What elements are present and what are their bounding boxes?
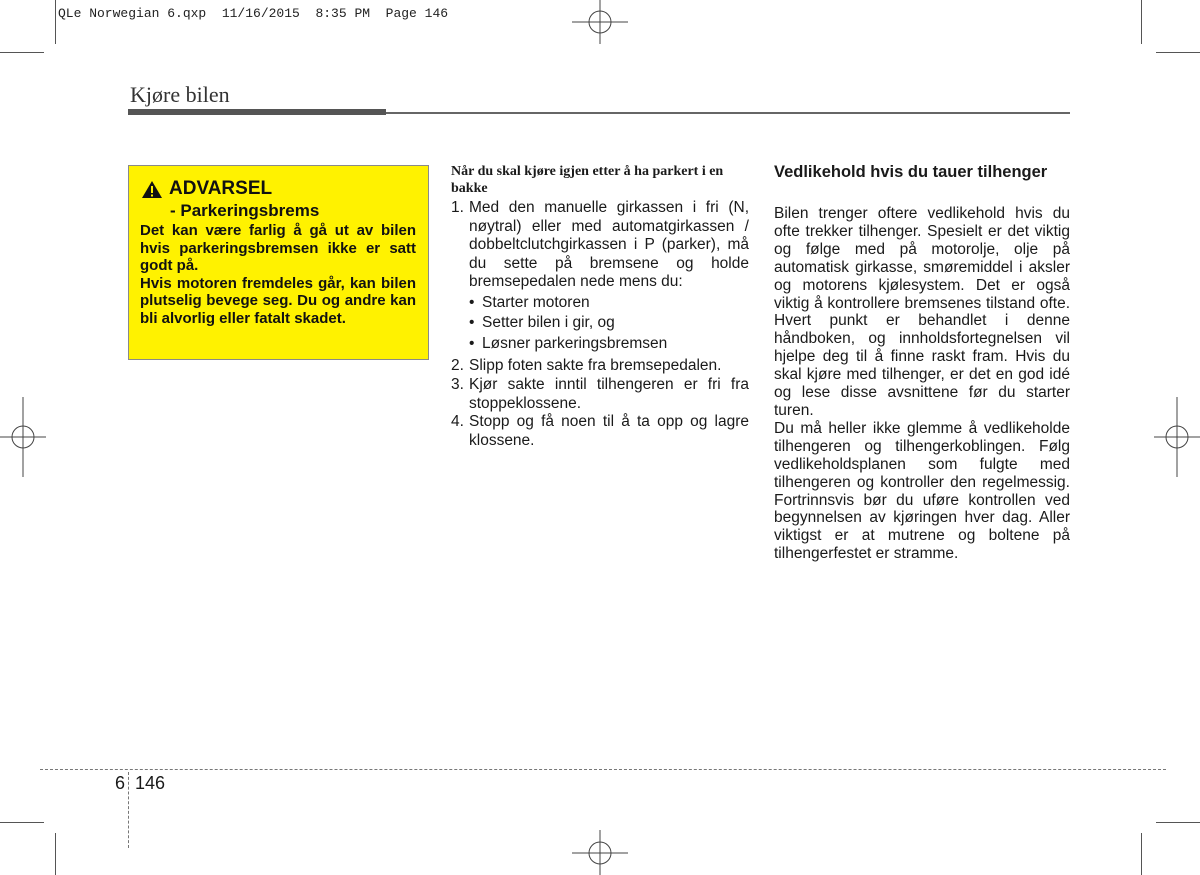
section-title: Kjøre bilen [130,82,230,107]
body-paragraph: Du må heller ikke glemme å vedlikeholde tilhengeren og tilhengerkoblingen. Følg vedlikeholdsplanen som fulgte med tilhengeren og kontroller den regelmessig. Fortrinnsvis bør du uføre kontrollen ved begynnelsen av kjøringen hver dag. Aller viktigst er at mutrene og boltene på tilhengerfestet er stramme. [774,419,1070,563]
warning-title: ADVARSEL [169,178,273,199]
warning-box [128,165,429,360]
step-number: 2. [451,357,464,375]
list-item [469,314,749,335]
list-item [451,413,749,450]
page-number: 146 [135,773,166,793]
list-item [451,199,749,292]
registration-mark-icon [570,830,630,875]
list-item [469,335,749,356]
warning-header [141,178,272,200]
list-item [469,294,749,315]
step-text: Slipp foten sakte fra bremsepedalen. [469,357,722,375]
crop-mark [0,52,44,53]
step-text: Stopp og få noen til å ta opp og lagre klossene. [469,413,749,449]
bullet-icon: • [469,334,475,352]
footer-divider [128,772,129,848]
subsection-heading: Vedlikehold hvis du tauer tilhenger [774,163,1048,181]
list-item [451,357,749,376]
step-text: Med den manuelle girkassen i fri (N, nøytral) eller med automatgirkassen / dobbeltclutchgirkassen i P (parker), må du sette på bremsene og holde bremsepedalen nede mens du: [469,199,749,291]
crop-mark [1156,822,1200,823]
subsection-heading: Når du skal kjøre igjen etter å ha parkert i en bakke [451,164,724,196]
crop-mark [0,822,44,823]
registration-mark-icon [570,0,630,45]
registration-mark-icon [1154,397,1200,477]
step-text: Kjør sakte inntil tilhengeren er fri fra stoppeklossene. [469,376,749,412]
crop-mark [1141,0,1142,44]
header-rule [128,109,386,115]
crop-mark [55,833,56,875]
print-slug: QLe Norwegian 6.qxp 11/16/2015 8:35 PM Page 146 [58,6,449,21]
bullet-text: Starter motoren [482,293,590,311]
bullet-icon: • [469,314,475,332]
header-rule [386,112,1070,114]
bullet-text: Setter bilen i gir, og [482,314,615,332]
warning-triangle-icon [141,180,163,199]
warning-subtitle: - Parkeringsbrems [170,201,320,220]
warning-text [140,222,416,328]
list-item [451,376,749,413]
step-number: 1. [451,199,464,216]
warning-paragraph: Det kan være farlig å gå ut av bilen hvis parkeringsbremsen ikke er satt godt på. [140,222,416,275]
warning-paragraph: Hvis motoren fremdeles går, kan bilen plutselig bevege seg. Du og andre kan bli alvorlig eller fatalt skadet. [140,274,416,327]
step-number: 3. [451,376,464,394]
crop-mark [55,0,56,44]
bullet-text: Løsner parkeringsbremsen [482,334,668,352]
bullet-list [451,294,749,356]
footer-rule [40,769,1166,770]
step-number: 4. [451,413,464,431]
crop-mark [1156,52,1200,53]
body-paragraph: Bilen trenger oftere vedlikehold hvis du ofte trekker tilhenger. Spesielt er det viktig og følge med på motorolje, olje på automatisk girkasse, smøremiddel i aksler og motorens kjølesystem. Det er også viktig å kontrollere bremsenes tilstand ofte. Hvert punkt er behandlet i denne håndboken, og innholdsfortegnelsen vil hjelpe deg til å finne raskt fram. Hvis du skal kjøre med tilhenger, er det en god idé og lese disse avsnittene før du starter turen. [774,205,1070,419]
chapter-number: 6 [115,773,126,793]
body-text [774,205,1070,563]
steps-list [451,199,749,450]
registration-mark-icon [0,397,46,477]
bullet-icon: • [469,293,475,311]
crop-mark [1141,833,1142,875]
